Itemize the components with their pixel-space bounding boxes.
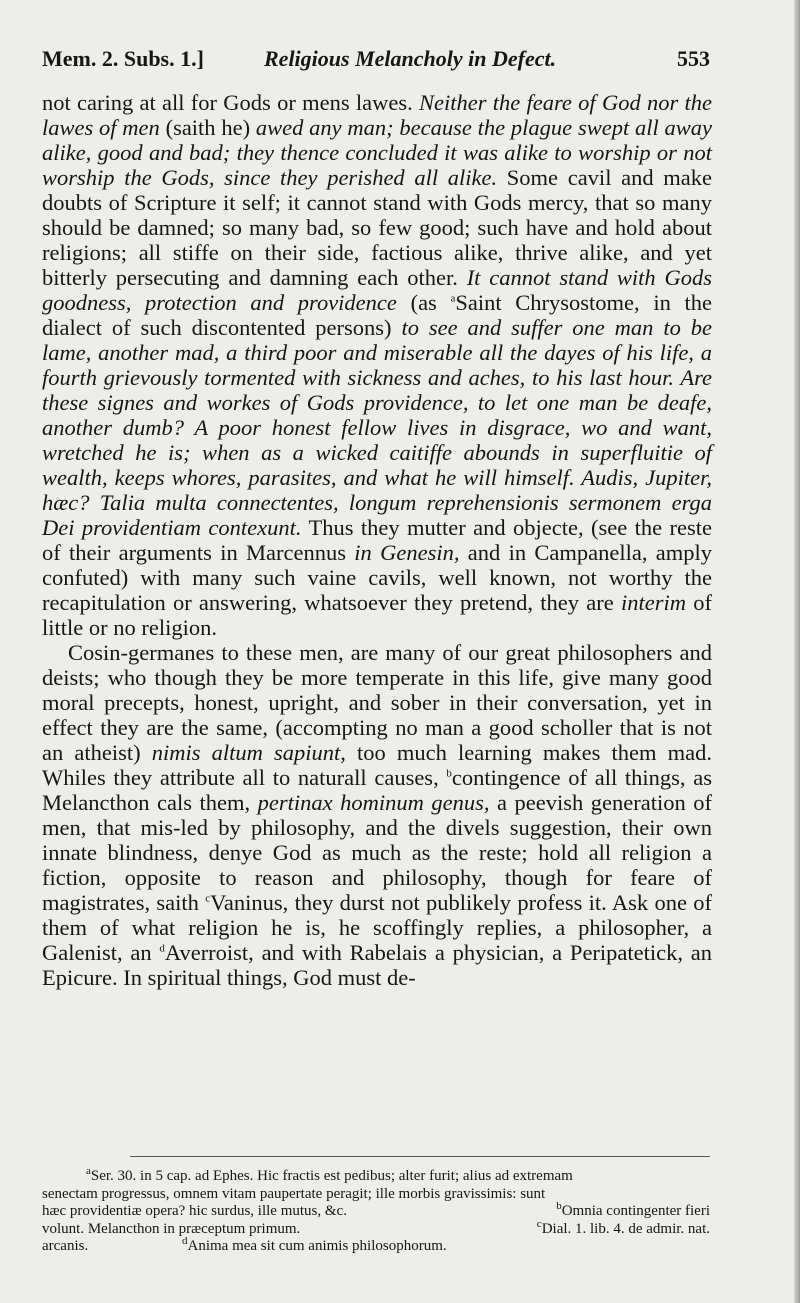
footnote-text: volunt. Melancthon in præceptum primum. xyxy=(42,1220,301,1237)
footnote-marker: d xyxy=(182,1235,188,1247)
footnote-row-b-c xyxy=(42,1217,710,1239)
italic-run: awed any man; because the plague swept all away alike, good and bad; they thence concluded it was alike to worship or not worship the Gods, since they perished all alike. xyxy=(42,115,712,190)
footnote-marker: a xyxy=(86,1165,91,1177)
footnote-a-line-1 xyxy=(42,1165,710,1186)
text-run: of little or no religion. xyxy=(42,590,712,640)
footnote-row-a-b xyxy=(42,1200,710,1221)
italic-run: pertinax hominum genus, xyxy=(257,790,490,815)
paragraph-2 xyxy=(42,640,712,990)
footnote-marker-b: b xyxy=(446,767,452,780)
footnote-text: hæc providentiæ opera? hic surdus, ille mutus, &c. xyxy=(42,1203,347,1219)
footnote-text: Anima mea sit cum animis philosophorum. xyxy=(187,1238,447,1254)
text-run: Cosin-germanes to these men, are many of our great philosophers and deists; who though they be more temperate in this life, give many good moral precepts, honest, upright, and sober in their conversation, yet in effect they are the same, (accompting no man a good scholler that is not an atheist) xyxy=(42,640,712,765)
italic-run: Neither the feare of God nor the lawes of men xyxy=(42,90,712,140)
italic-run: in Genesin, xyxy=(354,540,460,565)
footnote-b-line-1 xyxy=(556,1200,710,1221)
running-head xyxy=(42,42,710,78)
text-run: (as xyxy=(396,290,451,315)
text-run: contingence of all things, as Melancthon cals them, xyxy=(42,765,712,815)
footnote-c-line-1 xyxy=(536,1217,710,1239)
footnotes xyxy=(42,1165,710,1256)
footnote-rule xyxy=(130,1156,710,1157)
running-title: Religious Melancholy in Defect. xyxy=(264,46,557,71)
footnote-marker-c: c xyxy=(205,892,211,905)
footnote-text: Ser. 30. in 5 cap. ad Ephes. Hic fractis est pedibus; alter furit; alius ad extremam xyxy=(90,1168,573,1184)
text-run: Thus they mutter and objecte, (see the reste of their arguments in Marcennus xyxy=(42,515,712,565)
footnote-marker-d: d xyxy=(159,942,165,955)
footnote-marker: c xyxy=(536,1217,542,1230)
footnote-marker: b xyxy=(556,1200,562,1212)
footnote-d-line-1 xyxy=(182,1235,447,1256)
text-run: too much learning makes them mad. Whiles they attribute all to naturall causes, xyxy=(42,740,712,790)
paragraph-1 xyxy=(42,90,712,640)
footnote-text: Dial. 1. lib. 4. de admir. nat. xyxy=(541,1220,710,1237)
page-edge-shadow xyxy=(794,0,800,1303)
text-run: Some cavil and make doubts of Scripture it self; it cannot stand with Gods mercy, that so many should be damned; so many bad, so few good; such have and hold about religions; all stiffe on their side, factious alike, thrive alike, and yet bitterly persecuting and damning each other. xyxy=(42,165,712,290)
text-run: a peevish generation of men, that mis-led by philosophy, and the divels suggestion, their own innate blindness, denye God as much as the reste; hold all religion a fiction, opposite to reason and philosophy, though for feare of magistrates, saith xyxy=(42,790,712,915)
footnote-text: Omnia contingenter fieri xyxy=(561,1203,710,1219)
page-number: 553 xyxy=(677,46,710,71)
footnote-marker-a: a xyxy=(450,292,456,305)
text-run: and in Campanella, amply confuted) with many such vaine cavils, well known, not worthy the recapitulation or answering, whatsoever they pretend, they are xyxy=(42,540,713,615)
italic-run: interim xyxy=(621,590,686,615)
italic-run: It cannot stand with Gods goodness, protection and providence xyxy=(42,265,712,315)
section-reference: Mem. 2. Subs. 1.] xyxy=(42,46,204,71)
footnote-a-line-2: senectam progressus, omnem vitam paupertate peragit; ille morbis gravissimis: sunt xyxy=(42,1185,546,1202)
text-run: (saith he) xyxy=(159,115,256,140)
footnote-text: arcanis. xyxy=(42,1238,89,1254)
italic-run: nimis altum sapiunt, xyxy=(151,740,346,765)
text-run: not caring at all for Gods or mens lawes. xyxy=(42,90,419,115)
text-run: Saint Chrysostome, in the dialect of such discontented persons) xyxy=(42,290,712,340)
text-run: Vaninus, they durst not publikely profess it. Ask one of them of what religion he is, he scoffingly replies, a philosopher, a Galenist, an xyxy=(42,890,712,965)
body-text xyxy=(42,90,712,990)
text-run: Averroist, and with Rabelais a physician, a Peripatetick, an Epicure. In spiritual things, God must de- xyxy=(42,940,713,990)
footnote-row-c-d xyxy=(42,1235,710,1256)
italic-run: to see and suffer one man to be lame, another mad, a third poor and miserable all the dayes of his life, a fourth grievously tormented with sickness and aches, to his last hour. Are these signes and workes of Gods providence, to let one man be deafe, another dumb? A poor honest fellow lives in disgrace, wo and want, wretched he is; when as a wicked caitiffe abounds in superfluitie of wealth, keeps whores, parasites, and what he will himself. Audis, Jupiter, hæc? Talia multa connectentes, longum reprehensionis sermonem erga Dei providentiam contexunt. xyxy=(42,315,712,540)
